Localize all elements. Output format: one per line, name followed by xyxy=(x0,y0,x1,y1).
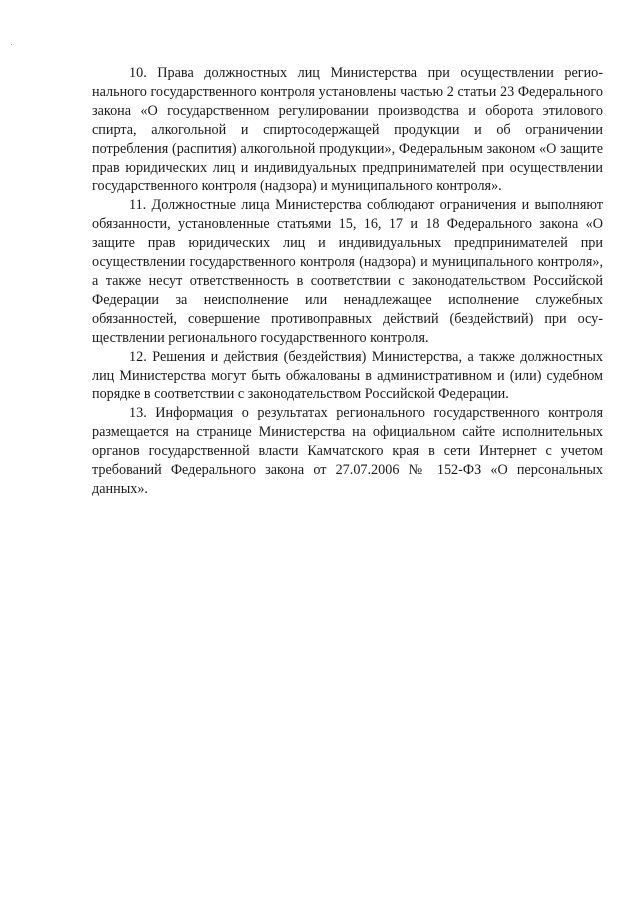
paragraph-10 xyxy=(92,64,603,196)
paragraph-number: 11. xyxy=(129,197,147,214)
paragraph-text: Информация о результатах регионального государственного контроля размещается на странице Министерства на официальном сайте исполнительных органов государственной власти Камчатского края в сети Интернет с учетом требований Федерального закона от 27.07.2006 № 152-ФЗ «О персональных данных». xyxy=(92,405,604,497)
document-body xyxy=(92,64,603,499)
paragraph-11 xyxy=(92,196,603,347)
paragraph-13 xyxy=(92,404,603,499)
scan-speck xyxy=(11,44,12,45)
paragraph-text: Решения и действия (бездействия) Министерства, а также должностных лиц Министерства могут быть обжалованы в административном и (или) судебном порядке в соответствии с законодательством Российской Федерации. xyxy=(92,348,604,403)
paragraph-number: 13. xyxy=(129,405,147,422)
paragraph-12 xyxy=(92,348,603,405)
paragraph-number: 12. xyxy=(129,348,147,365)
paragraph-number: 10. xyxy=(129,65,147,81)
paragraph-text: Права должностных лиц Министерства при осуществлении регионального государственного контроля установлены частью 2 статьи 23 Федерального закона «О государственном регулировании производства и оборота этилового спирта, алкогольной и спиртосодержащей продукции и об ограничении потребления (распития) алкогольной продукции», Федеральным законом «О защите прав юридических лиц и индивидуальных предпринимателей при осуществлении государственного контроля (надзора) и муниципального контроля». xyxy=(92,65,604,195)
paragraph-text: Должностные лица Министерства соблюдают ограничения и выполняют обязанности, установленные статьями 15, 16, 17 и 18 Федерального закона «О защите прав юридических лиц и индивидуальных предпринимателей при осуществлении государственного контроля (надзора) и муниципального контроля», а также несут ответственность в соответствии с законодательством Российской Федерации за неисполнение или ненадлежащее исполнение служебных обязанностей, совершение противоправных действий (бездействий) при осуществлении регионального государственного контроля. xyxy=(92,197,604,346)
